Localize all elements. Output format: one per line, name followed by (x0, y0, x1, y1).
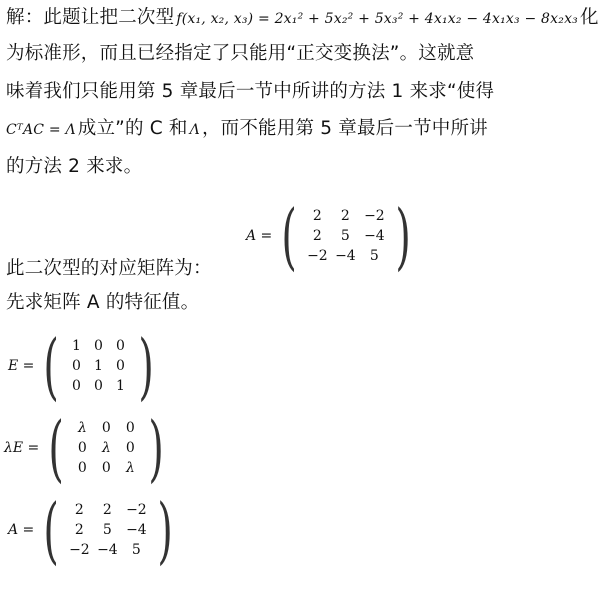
matrix-cell: −2 (69, 542, 90, 558)
matrix-cell: −4 (335, 248, 356, 264)
text-line-7: 先求矩阵 A 的特征值。 (6, 292, 200, 313)
matrix-cell: −4 (126, 522, 147, 538)
matrix-cell: 5 (340, 228, 350, 244)
matrix-cell: 5 (369, 248, 379, 264)
matrix-cell: 2 (312, 208, 322, 224)
matrix-cell: 0 (101, 460, 111, 476)
matrix-e-grid (66, 338, 132, 394)
matrix-a-bottom (8, 488, 179, 572)
matrix-e-label: E = (8, 358, 35, 374)
quadratic-form-formula: f(x₁, x₂, x₃) = 2x₁² + 5x₂² + 5x₃² + 4x₁x₂ − 4x₁x₃ − 8x₂x₃ (176, 11, 578, 27)
line1-suffix: 化 (579, 7, 599, 28)
matrix-cell: 2 (74, 502, 84, 518)
right-paren: ) (137, 324, 154, 408)
text-line-2: 为标准形，而且已经指定了只能用“正交变换法”。这就意 (6, 43, 475, 64)
line1-prefix: 解：此题让把二次型 (6, 7, 175, 28)
matrix-cell: 1 (94, 358, 103, 374)
matrix-cell: −2 (307, 248, 328, 264)
matrix-cell: 5 (102, 522, 112, 538)
matrix-cell: −4 (97, 542, 118, 558)
right-paren: ) (157, 488, 174, 572)
text-line-5: 的方法 2 来求。 (6, 156, 143, 177)
left-paren: ( (43, 324, 60, 408)
matrix-e (8, 324, 160, 408)
line4-text: 成立”的 C 和 (77, 118, 188, 139)
matrix-lambda-e (4, 406, 170, 490)
matrix-cell: 0 (125, 440, 135, 456)
matrix-cell: −4 (364, 228, 385, 244)
orthogonal-condition-formula: CᵀAC = Λ (6, 122, 76, 138)
matrix-lambda-e-label: λE = (4, 440, 40, 456)
matrix-cell: 0 (101, 420, 111, 436)
matrix-cell: 0 (72, 378, 81, 394)
matrix-lambda-e-grid (70, 420, 142, 476)
matrix-cell: 0 (94, 378, 103, 394)
matrix-a-top-label: A = (246, 228, 273, 244)
matrix-a-top-grid (303, 208, 389, 264)
text-line-6: 此二次型的对应矩阵为： (6, 258, 212, 279)
matrix-cell: 0 (72, 358, 81, 374)
matrix-cell: λ (125, 460, 135, 476)
text-line-3: 味着我们只能用第 5 章最后一节中所讲的方法 1 来求“使得 (6, 81, 495, 102)
matrix-cell: 2 (340, 208, 350, 224)
matrix-cell: 0 (77, 440, 87, 456)
matrix-cell: 0 (77, 460, 87, 476)
text-line-4 (6, 117, 488, 142)
matrix-cell: λ (77, 420, 87, 436)
matrix-cell: −2 (126, 502, 147, 518)
left-paren: ( (48, 406, 65, 490)
matrix-cell: 0 (116, 358, 125, 374)
lambda-symbol: Λ (189, 122, 200, 138)
matrix-cell: 1 (116, 378, 125, 394)
matrix-cell: 2 (102, 502, 112, 518)
matrix-cell: −2 (364, 208, 385, 224)
right-paren: ) (148, 406, 165, 490)
matrix-cell: 1 (72, 338, 81, 354)
matrix-cell: 2 (74, 522, 84, 538)
left-paren: ( (281, 194, 298, 278)
matrix-a-bottom-grid (65, 502, 151, 558)
matrix-cell: 5 (131, 542, 141, 558)
matrix-cell: 0 (125, 420, 135, 436)
matrix-cell: 0 (94, 338, 103, 354)
matrix-a-top (246, 194, 417, 278)
matrix-cell: 2 (312, 228, 322, 244)
text-line-1 (6, 6, 599, 31)
left-paren: ( (43, 488, 60, 572)
right-paren: ) (395, 194, 412, 278)
matrix-cell: 0 (116, 338, 125, 354)
matrix-a-bottom-label: A = (8, 522, 35, 538)
line4-rest: ，而不能用第 5 章最后一节中所讲 (201, 118, 488, 139)
matrix-cell: λ (101, 440, 111, 456)
